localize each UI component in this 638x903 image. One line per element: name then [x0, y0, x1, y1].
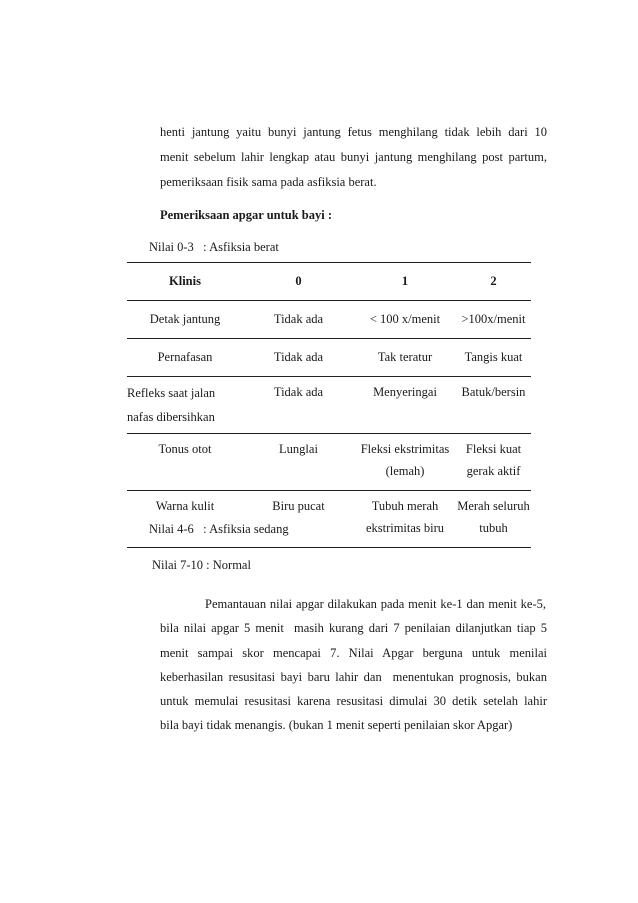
cell-score-2: Batuk/bersin	[461, 385, 526, 399]
closing-line: bila nilai apgar 5 menit masih kurang dari 7 penilaian dilanjutkan tiap 5	[160, 621, 547, 635]
header-score-1: 1	[401, 274, 409, 288]
cell-score-1-line: ekstrimitas biru	[365, 521, 445, 535]
cell-score-1-line: Tubuh merah	[371, 499, 439, 513]
cell-score-0: Biru pucat	[272, 499, 325, 513]
cell-score-0: Lunglai	[279, 442, 318, 456]
cell-score-2-line: Fleksi kuat	[465, 442, 522, 456]
closing-line: bila bayi tidak menangis. (bukan 1 menit seperti penilaian skor Apgar)	[160, 718, 513, 732]
closing-line: menit sampai skor mencapai 7. Nilai Apgar berguna untuk menilai	[160, 646, 547, 660]
closing-line: keberhasilan resusitasi bayi baru lahir dan menentukan prognosis, bukan	[160, 670, 547, 684]
cell-klinis-line: Refleks saat jalan	[127, 386, 216, 400]
cell-klinis-line: nafas dibersihkan	[127, 410, 215, 424]
score-range-sedang: Nilai 4-6 : Asfiksia sedang	[149, 522, 289, 536]
score-range-berat: Nilai 0-3 : Asfiksia berat	[149, 240, 279, 254]
table-row	[127, 339, 531, 377]
cell-klinis	[127, 377, 243, 434]
header-score-2: 2	[490, 274, 497, 288]
cell-score-2-line: Merah seluruh	[457, 499, 530, 513]
intro-line: menit sebelum lahir lengkap atau bunyi jantung menghilang post partum,	[160, 150, 547, 164]
closing-line: Pemantauan nilai apgar dilakukan pada menit ke-1 dan menit ke-5,	[205, 597, 546, 611]
closing-line: untuk memulai resusitasi karena resusitasi dimulai 30 detik setelah lahir	[160, 694, 547, 708]
cell-score-1-line: (lemah)	[385, 464, 425, 478]
intro-line: pemeriksaan fisik sama pada asfiksia berat.	[160, 175, 377, 189]
cell-score-2: Tangis kuat	[464, 350, 523, 364]
cell-score-1-line: Fleksi ekstrimitas	[360, 442, 450, 456]
cell-score-1	[354, 491, 456, 548]
cell-score-0: Tidak ada	[273, 350, 324, 364]
cell-score-1: Tak teratur	[377, 350, 433, 364]
cell-klinis: Pernafasan	[157, 350, 213, 364]
score-range-normal: Nilai 7-10 : Normal	[152, 558, 251, 572]
cell-score-2: >100x/menit	[461, 312, 526, 326]
cell-score-2	[456, 434, 531, 491]
cell-score-0: Tidak ada	[273, 312, 324, 326]
cell-score-1	[354, 434, 456, 491]
cell-score-0: Tidak ada	[273, 385, 324, 399]
header-klinis: Klinis	[169, 274, 201, 288]
table-row	[127, 491, 531, 548]
table-row	[127, 434, 531, 491]
cell-klinis: Tonus otot	[158, 442, 212, 456]
cell-score-2-line: gerak aktif	[466, 464, 521, 478]
apgar-table	[127, 262, 531, 548]
cell-score-2-line: tubuh	[479, 521, 508, 535]
cell-score-2	[456, 491, 531, 548]
table-row	[127, 377, 531, 434]
intro-line: henti jantung yaitu bunyi jantung fetus menghilang tidak lebih dari 10	[160, 125, 547, 139]
table-row	[127, 301, 531, 339]
cell-score-1: < 100 x/menit	[369, 312, 441, 326]
cell-score-1: Menyeringai	[373, 385, 437, 399]
header-score-0: 0	[295, 274, 302, 288]
table-header-row	[127, 263, 531, 301]
section-heading: Pemeriksaan apgar untuk bayi :	[160, 208, 333, 222]
cell-klinis: Warna kulit	[155, 499, 215, 513]
cell-klinis: Detak jantung	[149, 312, 221, 326]
